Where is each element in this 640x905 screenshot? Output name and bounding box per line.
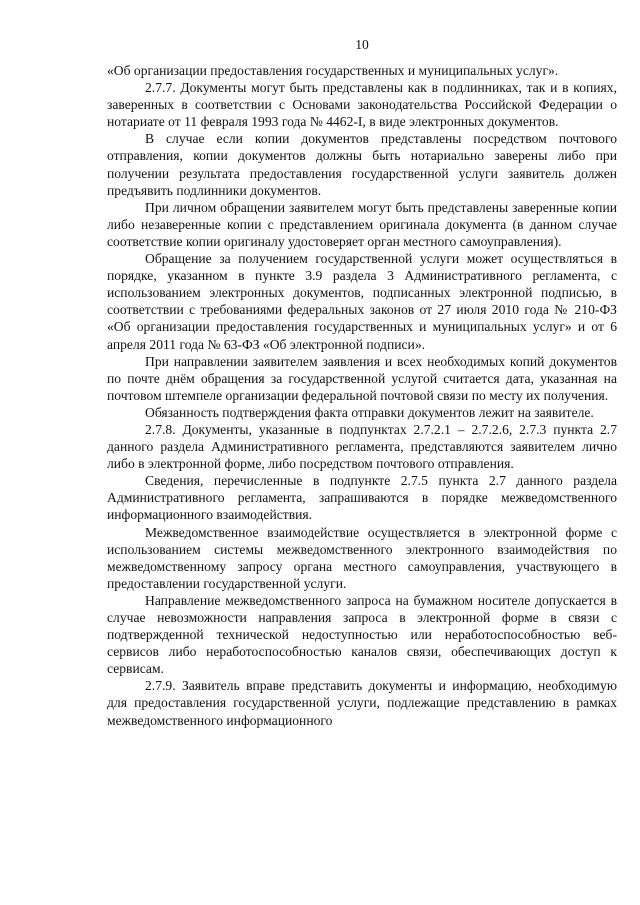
paragraph-2-7-8: 2.7.8. Документы, указанные в подпунктах 2.7.2.1 – 2.7.2.6, 2.7.3 пункта 2.7 данного раздела Административного регламента, представляются заявителем лично либо в электронной форме, либо посредством почтового отправления. xyxy=(107,421,617,472)
paragraph-continuation: «Об организации предоставления государственных и муниципальных услуг». xyxy=(107,63,559,78)
paragraph-electronic-interaction: Межведомственное взаимодействие осуществляется в электронной форме с использованием системы межведомственного электронного взаимодействия по межведомственному запросу органа местного самоуправления, участвующего в предоставлении государственной услуги. xyxy=(107,524,617,591)
paragraph-paper-request: Направление межведомственного запроса на бумажном носителе допускается в случае невозможности направления запроса в электронной форме в связи с подтвержденной технической недоступностью или неработоспособностью веб-сервисов либо неработоспособностью каналов связи, обеспечивающих доступ к сервисам. xyxy=(107,592,617,677)
paragraph-proof-obligation: Обязанность подтверждения факта отправки документов лежит на заявителе. xyxy=(145,404,594,420)
paragraph-personal-appeal: При личном обращении заявителем могут быть представлены заверенные копии либо незаверенные копии с представлением оригинала документа (в данном случае соответствие копии оригиналу удостоверяет орган местного самоуправления). xyxy=(107,199,617,249)
paragraph-postal-copies: В случае если копии документов представлены посредством почтового отправления, копии документов должны быть нотариально заверены либо при получении результата предоставления государственной услуги заявитель должен предъявить подлинники документов. xyxy=(107,131,617,198)
paragraph-interagency-request: Сведения, перечисленные в подпункте 2.7.5 пункта 2.7 данного раздела Административного регламента, запрашиваются в порядке межведомственного информационного взаимодействия. xyxy=(107,473,617,523)
paragraph-2-7-9: 2.7.9. Заявитель вправе представить документы и информацию, необходимую для предоставления государственной услуги, подлежащие представлению в рамках межведомственного информационного xyxy=(107,678,617,728)
paragraph-2-7-7: 2.7.7. Документы могут быть представлены как в подлинниках, так и в копиях, заверенных в соответствии с Основами законодательства Российской Федерации о нотариате от 11 февраля 1993 года № 4462-I, в виде электронных документов. xyxy=(107,80,617,130)
page-number: 10 xyxy=(355,37,369,52)
paragraph-electronic-appeal: Обращение за получением государственной услуги может осуществляться в порядке, указанном в пункте 3.9 раздела 3 Административного регламента, с использованием электронных документов, подписанных электронной подписью, в соответствии с требованиями федеральных законов от 27 июля 2010 года № 210-ФЗ «Об организации предоставления государственных и муниципальных услуг» и от 6 апреля 2011 года № 63-ФЗ «Об электронной подписи». xyxy=(107,251,617,352)
paragraph-postal-date: При направлении заявителем заявления и всех необходимых копий документов по почте днём обращения за государственной услугой считается дата, указанная на почтовом штемпеле организации федеральной почтовой связи по месту их получения. xyxy=(107,353,617,403)
